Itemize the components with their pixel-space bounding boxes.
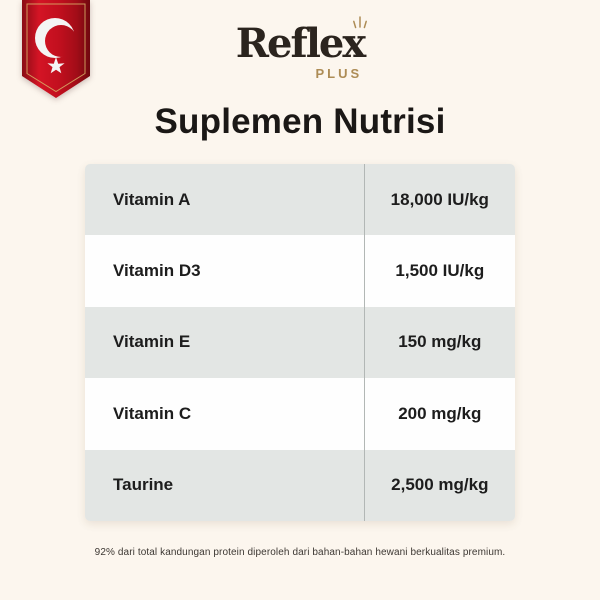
brand-suffix: PLUS xyxy=(315,66,363,81)
table-row xyxy=(85,450,515,521)
nutrient-value: 200 mg/kg xyxy=(364,378,515,449)
page-title: Suplemen Nutrisi xyxy=(154,102,446,141)
nutrient-value: 1,500 IU/kg xyxy=(364,235,515,306)
table-row xyxy=(85,378,515,449)
footer-note: 92% dari total kandungan protein diperoleh dari bahan-bahan hewani berkualitas premium. xyxy=(94,547,506,558)
nutrient-value: 150 mg/kg xyxy=(364,307,515,378)
nutrient-value: 18,000 IU/kg xyxy=(364,164,515,235)
nutrient-label: Taurine xyxy=(113,475,174,495)
table-row xyxy=(85,164,515,235)
nutrition-table xyxy=(85,164,515,521)
sparkle-icon xyxy=(352,16,368,35)
nutrient-label: Vitamin C xyxy=(113,403,192,423)
table-row xyxy=(85,235,515,306)
nutrient-value: 2,500 mg/kg xyxy=(364,450,515,521)
nutrient-label: Vitamin E xyxy=(113,332,191,352)
brand-name: Reflex xyxy=(235,20,365,67)
nutrient-label: Vitamin D3 xyxy=(113,261,201,281)
nutrient-label: Vitamin A xyxy=(113,189,191,209)
table-row xyxy=(85,307,515,378)
brand-logo xyxy=(0,20,600,81)
